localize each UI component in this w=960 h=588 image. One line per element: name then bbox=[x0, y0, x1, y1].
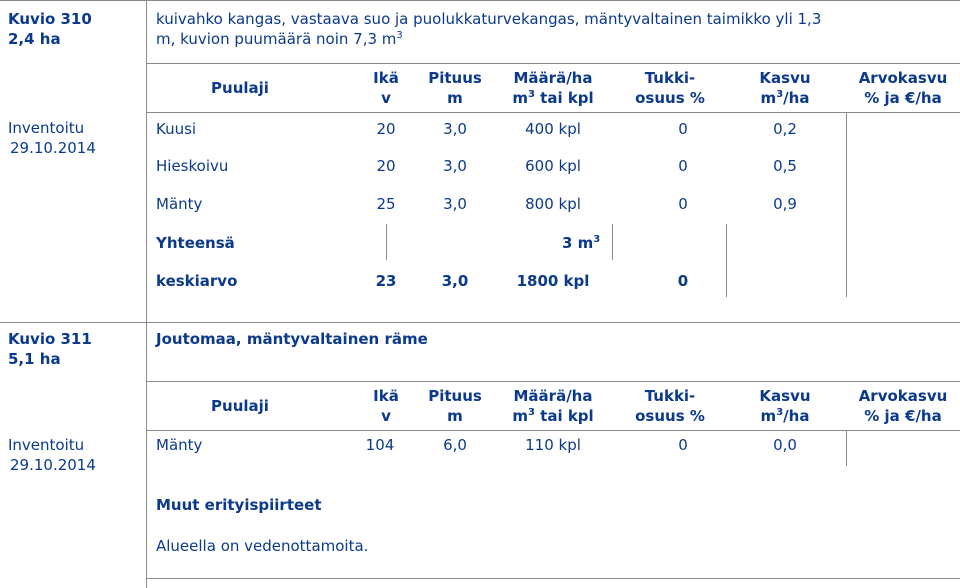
euro-icon: € bbox=[905, 407, 916, 425]
section-divider bbox=[0, 322, 960, 323]
header-bottom-line-310 bbox=[146, 112, 960, 113]
left-col-divider bbox=[146, 0, 147, 588]
kuvio-310-title: Kuvio 310 bbox=[8, 10, 92, 28]
kuvio-311-area: 5,1 ha bbox=[8, 350, 61, 368]
header-value-growth: Arvokasvu % ja €/ha bbox=[858, 69, 948, 107]
amount-cell: 600 kpl bbox=[525, 157, 581, 175]
share-cell: 0 bbox=[678, 157, 688, 175]
average-share: 0 bbox=[677, 272, 689, 290]
height-cell: 3,0 bbox=[443, 120, 467, 138]
share-cell: 0 bbox=[678, 120, 688, 138]
species-cell: Mänty bbox=[156, 195, 203, 213]
row-divider bbox=[612, 224, 613, 260]
species-cell: Hieskoivu bbox=[156, 157, 229, 175]
total-value: 3 $m^3$ bbox=[562, 234, 601, 252]
amount-cell: 110 kpl bbox=[525, 436, 581, 454]
species-cell: Kuusi bbox=[156, 120, 197, 138]
inventory-label-311: Inventoitu bbox=[8, 436, 85, 454]
height-cell: 6,0 bbox=[443, 436, 467, 454]
growth-cell: 0,9 bbox=[773, 195, 797, 213]
kuvio-310-description-line2: m, kuvion puumäärä noin 7,3 $m^3$ bbox=[156, 30, 403, 48]
outer-top-border bbox=[0, 0, 960, 1]
inventory-date-310: 29.10.2014 bbox=[10, 139, 96, 157]
header-growth: Kasvu $m^3/ha$ bbox=[759, 387, 811, 425]
average-height: 3,0 bbox=[441, 272, 469, 290]
header-growth: Kasvu $m^3/ha$ bbox=[759, 69, 811, 107]
growth-cell: 0,5 bbox=[773, 157, 797, 175]
header-value-growth: Arvokasvu % ja €/ha bbox=[858, 387, 948, 425]
bottom-line bbox=[146, 578, 960, 579]
header-amount: Määrä/ha $m^3$ tai kpl bbox=[512, 387, 594, 425]
height-cell: 3,0 bbox=[443, 195, 467, 213]
header-height: Pituus m bbox=[428, 387, 482, 425]
share-cell: 0 bbox=[678, 436, 688, 454]
header-share: Tukki- osuus % bbox=[635, 69, 705, 107]
amount-cell: 400 kpl bbox=[525, 120, 581, 138]
header-bottom-line-311 bbox=[146, 430, 960, 431]
growth-cell: 0,2 bbox=[773, 120, 797, 138]
header-species: Puulaji bbox=[211, 397, 269, 415]
header-top-line-310 bbox=[146, 63, 960, 64]
kuvio-311-title: Kuvio 311 bbox=[8, 330, 92, 348]
species-cell: Mänty bbox=[156, 436, 203, 454]
header-age: Ikä v bbox=[373, 387, 399, 425]
inventory-date-311: 29.10.2014 bbox=[10, 456, 96, 474]
euro-icon: € bbox=[905, 89, 916, 107]
inventory-label-310: Inventoitu bbox=[8, 119, 85, 137]
age-cell: 104 bbox=[365, 436, 395, 454]
row-divider bbox=[846, 430, 847, 466]
header-age: Ikä v bbox=[373, 69, 399, 107]
row-divider bbox=[386, 224, 387, 260]
header-species: Puulaji bbox=[211, 79, 269, 97]
header-height: Pituus m bbox=[428, 69, 482, 107]
kuvio-310-description-line1: kuivahko kangas, vastaava suo ja puolukkaturvekangas, mäntyvaltainen taimikko yli 1,3 bbox=[156, 10, 822, 28]
height-cell: 3,0 bbox=[443, 157, 467, 175]
kuvio-310-area: 2,4 ha bbox=[8, 30, 61, 48]
average-amount: 1800 kpl bbox=[516, 272, 590, 290]
row-divider bbox=[846, 112, 847, 297]
age-cell: 20 bbox=[376, 157, 396, 175]
amount-cell: 800 kpl bbox=[525, 195, 581, 213]
growth-cell: 0,0 bbox=[773, 436, 797, 454]
average-label: keskiarvo bbox=[156, 272, 238, 290]
features-text: Alueella on vedenottamoita. bbox=[156, 537, 369, 555]
header-top-line-311 bbox=[146, 381, 960, 382]
header-share: Tukki- osuus % bbox=[635, 387, 705, 425]
share-cell: 0 bbox=[678, 195, 688, 213]
features-title: Muut erityispiirteet bbox=[156, 496, 322, 514]
age-cell: 25 bbox=[376, 195, 396, 213]
kuvio-311-description: Joutomaa, mäntyvaltainen räme bbox=[156, 330, 428, 348]
header-amount: Määrä/ha $m^3$ tai kpl bbox=[512, 69, 594, 107]
age-cell: 20 bbox=[376, 120, 396, 138]
average-age: 23 bbox=[375, 272, 397, 290]
total-label: Yhteensä bbox=[156, 234, 235, 252]
